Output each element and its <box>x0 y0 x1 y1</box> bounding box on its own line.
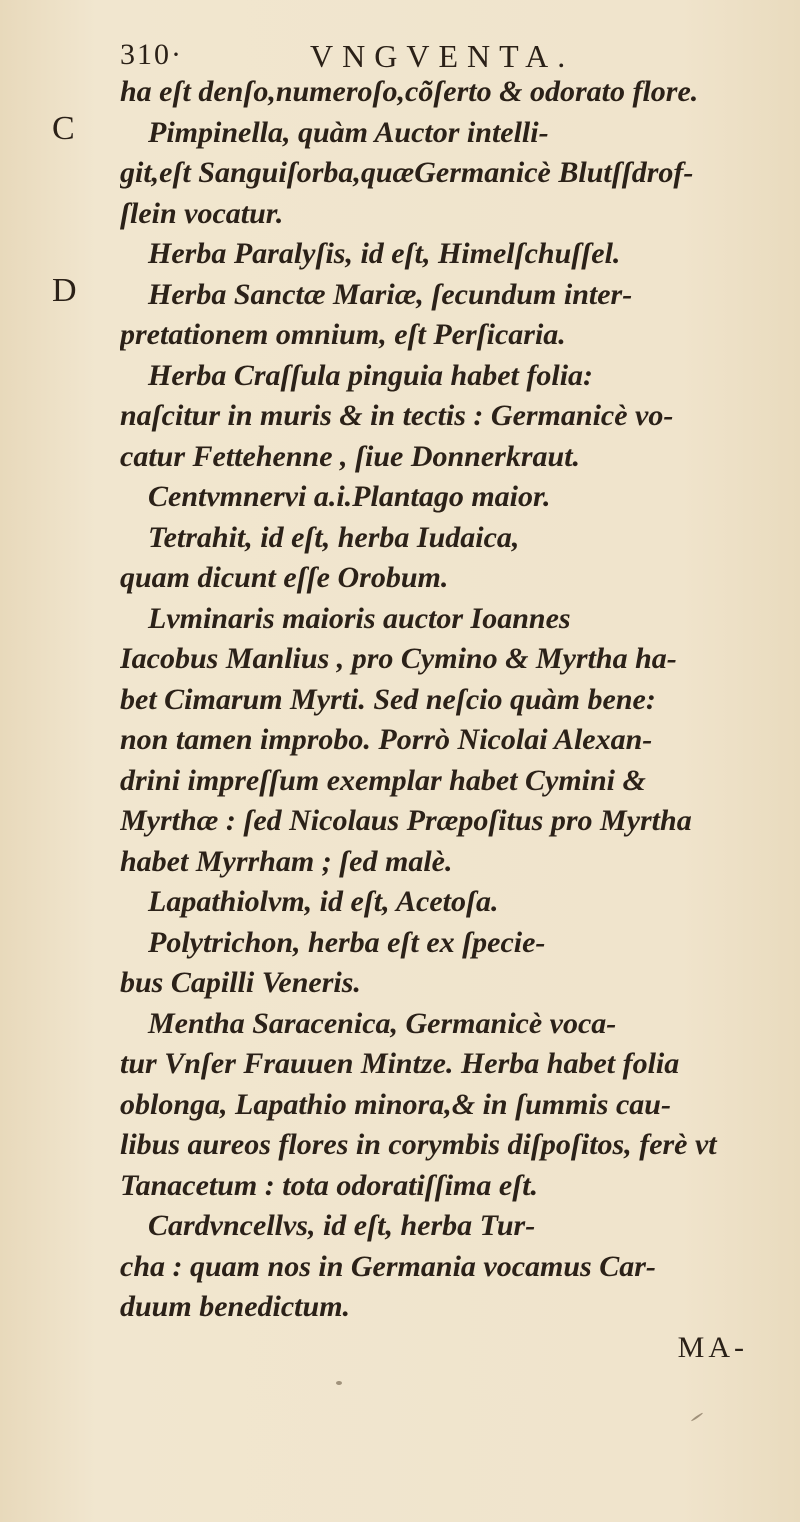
text-line: cha : quam nos in Germania vocamus Car- <box>120 1249 656 1283</box>
catchword-line <box>120 1328 770 1369</box>
text-line: ha eſt denſo,numeroſo,cõſerto & odorato flore. <box>120 75 699 108</box>
text-line: pretationem omnium, eſt Perſicaria. <box>120 318 566 351</box>
text-line: libus aureos flores in corymbis diſpoſitos, ferè vt <box>120 1128 717 1161</box>
body-text <box>120 72 770 1368</box>
entry-line: Pimpinella, quàm Auctor intelli- <box>148 115 549 149</box>
entry-line: Herba Paralyſis, id eſt, Himelſchuſſel. <box>148 237 621 270</box>
text-line: naſcitur in muris & in tectis : Germanicè vo- <box>120 399 674 432</box>
text-line: Myrthæ : ſed Nicolaus Præpoſitus pro Myrtha <box>120 804 692 837</box>
text-line: drini impreſſum exemplar habet Cymini & <box>120 763 646 797</box>
entry-line: Lapathiolvm, id eſt, Acetoſa. <box>148 885 499 918</box>
entry-line: Centvmnervi a.i.Plantago maior. <box>148 480 551 513</box>
text-line: git,eſt Sanguiſorba,quæGermanicè Blutſſdrof- <box>120 156 694 189</box>
entry-line: Herba Craſſula pinguia habet folia: <box>148 358 594 392</box>
text-line: catur Fettehenne , ſiue Donnerkraut. <box>120 439 581 473</box>
catchword: MA- <box>677 1330 748 1364</box>
text-line: habet Myrrham ; ſed malè. <box>120 844 453 878</box>
text-line: bus Capilli Veneris. <box>120 966 361 999</box>
entry-line: Tetrahit, id eſt, herba Iudaica, <box>148 520 520 554</box>
text-line: bet Cimarum Myrti. Sed neſcio quàm bene: <box>120 682 656 716</box>
text-line: Iacobus Manlius , pro Cymino & Myrtha ha- <box>120 642 677 675</box>
ink-speck <box>336 1381 342 1385</box>
margin-letter-d: D <box>52 272 77 309</box>
page-number: 310· <box>120 38 183 71</box>
entry-line: Polytrichon, herba eſt ex ſpecie- <box>148 925 546 959</box>
text-line: duum benedictum. <box>120 1290 351 1323</box>
margin-letter-c: C <box>52 110 75 147</box>
entry-line: Lvminaris maioris auctor Ioannes <box>148 601 571 635</box>
text-line: non tamen improbo. Porrò Nicolai Alexan- <box>120 723 653 756</box>
text-line: Tanacetum : tota odoratiſſima eſt. <box>120 1168 539 1202</box>
entry-line: Mentha Saracenica, Germanicè voca- <box>148 1006 617 1040</box>
text-line: tur Vnſer Frauuen Mintze. Herba habet folia <box>120 1047 680 1080</box>
text-line: oblonga, Lapathio minora,& in ſummis cau- <box>120 1087 671 1121</box>
entry-line: Herba Sanctæ Mariæ, ſecundum inter- <box>148 277 633 311</box>
running-head: VNGVENTA. <box>310 38 575 74</box>
text-line: ſlein vocatur. <box>120 196 284 230</box>
entry-line: Cardvncellvs, id eſt, herba Tur- <box>148 1209 536 1242</box>
ink-mark <box>691 1412 704 1422</box>
text-line: quam dicunt eſſe Orobum. <box>120 561 449 594</box>
